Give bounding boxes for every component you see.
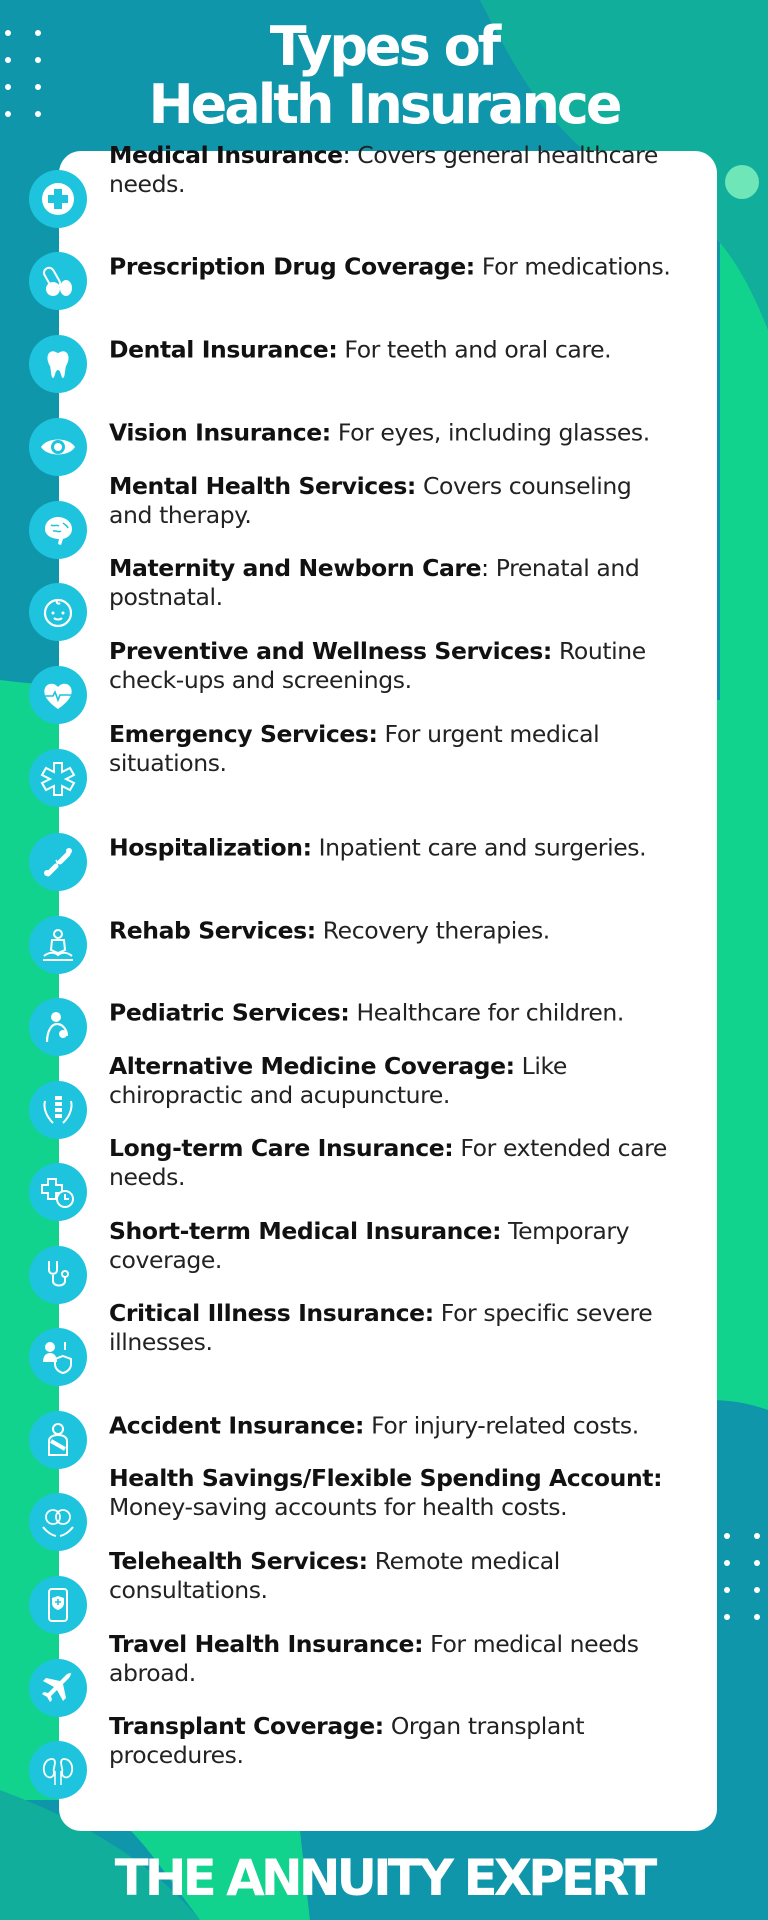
item-label: Transplant Coverage: <box>109 1712 384 1740</box>
kidneys-icon <box>29 1741 87 1799</box>
item-text <box>109 1411 679 1440</box>
item-description: For specific severe illnesses. <box>109 1299 653 1356</box>
meditation-icon <box>29 916 87 974</box>
brain-icon <box>29 501 87 559</box>
item-text <box>109 637 679 695</box>
title-line-2: Health Insurance <box>148 73 620 136</box>
item-label: Telehealth Services: <box>109 1547 368 1575</box>
item-label: Short-term Medical Insurance: <box>109 1217 502 1245</box>
brand-footer: THE ANNUITY EXPERT <box>114 1849 654 1907</box>
item-text <box>109 1464 679 1522</box>
item-label: Alternative Medicine Coverage: <box>109 1052 515 1080</box>
item-label: Hospitalization: <box>109 833 312 861</box>
item-label: Rehab Services: <box>109 916 316 944</box>
item-text <box>109 1217 679 1275</box>
item-text <box>109 998 679 1027</box>
item-text <box>109 916 679 945</box>
decorative-dots-bottom <box>724 1533 762 1620</box>
item-text <box>109 418 679 447</box>
item-text <box>109 1299 679 1357</box>
decorative-bubble <box>725 165 759 199</box>
pills-icon <box>29 252 87 310</box>
item-separator: : <box>342 141 351 169</box>
item-text <box>109 335 679 364</box>
item-label: Emergency Services: <box>109 720 378 748</box>
item-label: Long-term Care Insurance: <box>109 1134 454 1162</box>
item-text <box>109 1547 679 1605</box>
item-label: Dental Insurance: <box>109 335 338 363</box>
cross-clock-icon <box>29 1163 87 1221</box>
item-description: Organ transplant procedures. <box>109 1712 585 1769</box>
item-description: For medications. <box>474 252 671 280</box>
item-separator: : <box>481 554 489 582</box>
item-text <box>109 252 679 281</box>
injured-person-icon <box>29 1411 87 1469</box>
item-label: Preventive and Wellness Services: <box>109 637 552 665</box>
item-description: For injury-related costs. <box>364 1411 639 1439</box>
airplane-icon <box>29 1659 87 1717</box>
item-text <box>109 472 679 530</box>
item-text <box>109 1134 679 1192</box>
item-description: Temporary coverage. <box>109 1217 630 1274</box>
item-label: Pediatric Services: <box>109 998 350 1026</box>
eye-icon <box>29 418 87 476</box>
broken-bone-icon <box>29 833 87 891</box>
item-description: Recovery therapies. <box>315 916 550 944</box>
medical-cross-icon <box>29 170 87 228</box>
item-text <box>109 833 679 862</box>
item-label: Mental Health Services: <box>109 472 416 500</box>
item-text <box>109 1630 679 1688</box>
item-label: Critical Illness Insurance: <box>109 1299 434 1327</box>
heart-pulse-icon <box>29 666 87 724</box>
item-description: For urgent medical situations. <box>109 720 600 777</box>
item-label: Travel Health Insurance: <box>109 1630 424 1658</box>
item-description: Covers general healthcare needs. <box>109 141 658 198</box>
page-title <box>0 15 768 136</box>
item-label: Medical Insurance <box>109 141 343 169</box>
item-description: Remote medical consultations. <box>109 1547 560 1604</box>
item-label: Health Savings/Flexible Spending Account: <box>109 1464 663 1492</box>
item-text <box>109 554 679 612</box>
baby-face-icon <box>29 583 87 641</box>
item-description: For eyes, including glasses. <box>330 418 650 446</box>
item-description: Money-saving accounts for health costs. <box>109 1493 568 1521</box>
phone-shield-icon <box>29 1576 87 1634</box>
item-description: For extended care needs. <box>109 1134 667 1191</box>
item-label: Prescription Drug Coverage: <box>109 252 475 280</box>
item-description: For teeth and oral care. <box>337 335 612 363</box>
spine-hands-icon <box>29 1081 87 1139</box>
item-description: For medical needs abroad. <box>109 1630 639 1687</box>
item-description: Healthcare for children. <box>349 998 624 1026</box>
title-line-1: Types of <box>269 15 499 78</box>
patient-shield-icon <box>29 1328 87 1386</box>
item-label: Maternity and Newborn Care <box>109 554 482 582</box>
item-description: Covers counseling and therapy. <box>109 472 632 529</box>
item-label: Accident Insurance: <box>109 1411 365 1439</box>
item-text <box>109 720 679 778</box>
item-text <box>109 1712 679 1770</box>
savings-hands-icon <box>29 1493 87 1551</box>
item-text <box>109 1052 679 1110</box>
item-description: Like chiropractic and acupuncture. <box>109 1052 567 1109</box>
stethoscope-icon <box>29 1246 87 1304</box>
star-of-life-icon <box>29 749 87 807</box>
item-description: Inpatient care and surgeries. <box>311 833 647 861</box>
item-label: Vision Insurance: <box>109 418 331 446</box>
item-text <box>109 141 679 199</box>
tooth-icon <box>29 335 87 393</box>
mother-child-icon <box>29 998 87 1056</box>
item-description: Routine check-ups and screenings. <box>109 637 646 694</box>
item-description: Prenatal and postnatal. <box>109 554 640 611</box>
